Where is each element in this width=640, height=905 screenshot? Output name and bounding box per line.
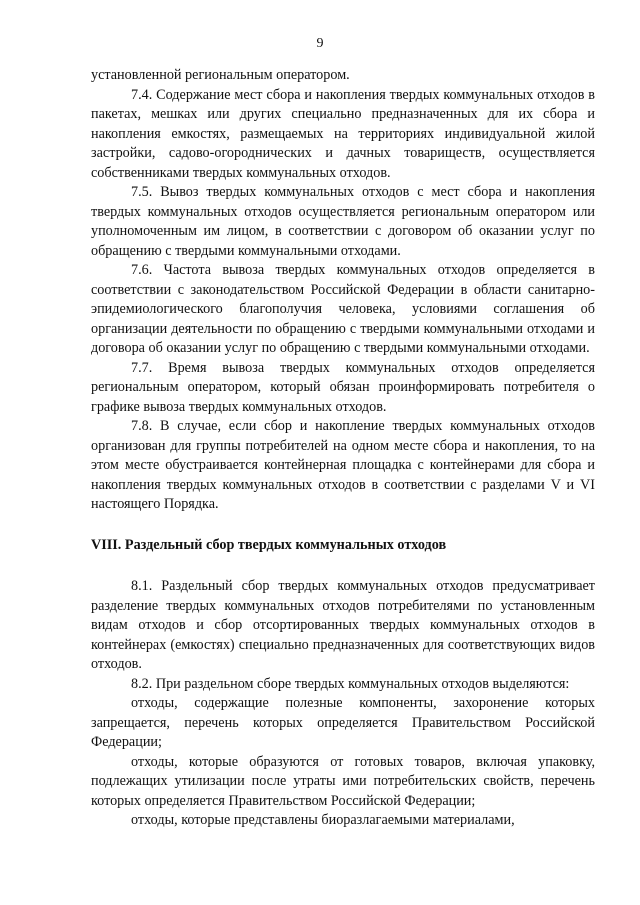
paragraph-continuation: установленной региональным оператором. <box>91 67 350 83</box>
paragraph-7-6: 7.6. Частота вывоза твердых коммунальных отходов определяется в соответствии с законодательством Российской Федерации в области санитарно-эпидемиологического благополучия человека, условиями соглашения об организации деятельности по обращению с твердыми коммунальными отходами и договора об оказании услуг по обращению с твердыми коммунальными отходами. <box>91 262 595 356</box>
list-item-useful-components: отходы, содержащие полезные компоненты, захоронение которых запрещается, перечень которых определяется Правительством Российской Федерации; <box>91 695 595 750</box>
paragraph-7-7: 7.7. Время вывоза твердых коммунальных отходов определяется региональным оператором, который обязан проинформировать потребителя о графике вывоза твердых коммунальных отходов. <box>91 359 595 415</box>
document-body <box>91 66 595 831</box>
paragraph-7-8: 7.8. В случае, если сбор и накопление твердых коммунальных отходов организован для группы потребителей на одном месте сбора и накопления, то на этом месте обустраивается контейнерная площадка с контейнерами для сбора и накопления твердых коммунальных отходов в соответствии с разделами V и VI настоящего Порядка. <box>91 418 595 512</box>
page-number: 9 <box>316 36 324 51</box>
list-item-biodegradable: отходы, которые представлены биоразлагаемыми материалами, <box>131 812 515 828</box>
paragraph-8-2: 8.2. При раздельном сборе твердых коммунальных отходов выделяются: <box>131 675 570 692</box>
section-heading-viii: VIII. Раздельный сбор твердых коммунальных отходов <box>91 536 447 553</box>
paragraph-7-5: 7.5. Вывоз твердых коммунальных отходов с мест сбора и накопления твердых коммунальных отходов осуществляется региональным оператором или уполномоченным им лицом, в соответствии с договором об оказании услуг по обращению с твердыми коммунальными отходами. <box>91 184 595 259</box>
paragraph-7-4: 7.4. Содержание мест сбора и накопления твердых коммунальных отходов в пакетах, мешках или других специально предназначенных для их сбора и накопления емкостях, размещаемых на территориях индивидуальной жилой застройки, садово-огороднических и дачных товариществ, осуществляется собственниками твердых коммунальных отходов. <box>91 86 595 181</box>
paragraph-8-1: 8.1. Раздельный сбор твердых коммунальных отходов предусматривает разделение твердых коммунальных отходов потребителями по установленным видам отходов и сбор отсортированных твердых коммунальных отходов в контейнерах (емкостях) специально предназначенных для соответствующих видов отходов. <box>91 578 595 672</box>
list-item-goods-packaging: отходы, которые образуются от готовых товаров, включая упаковку, подлежащих утилизации после утраты ими потребительских свойств, перечень которых определяется Правительством Российской Федерации; <box>91 753 595 809</box>
